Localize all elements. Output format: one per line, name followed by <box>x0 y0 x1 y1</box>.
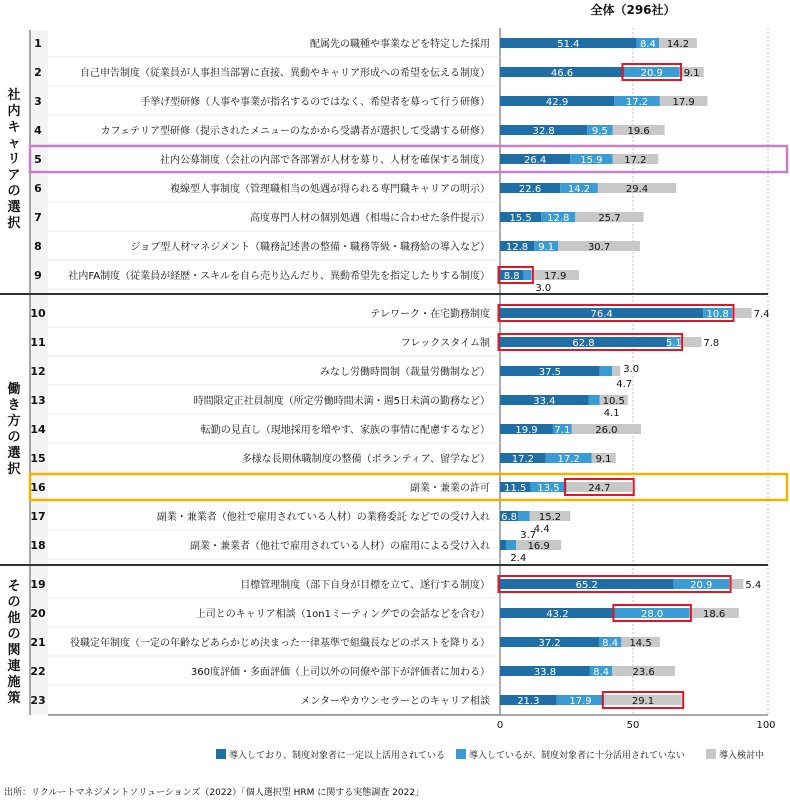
row-label: 転勤の見直し（現地採用を増やす、家族の事情に配慮するなど） <box>200 425 490 436</box>
data-label: 33.8 <box>533 667 557 678</box>
row-label: メンターやカウンセラーとのキャリア相談 <box>300 696 490 707</box>
data-label: 8.4 <box>602 638 619 649</box>
data-label: 12.8 <box>505 242 529 253</box>
row-number: 20 <box>30 607 46 620</box>
data-label: 46.6 <box>550 68 574 79</box>
data-label: 14.5 <box>629 638 652 649</box>
data-label: 25.7 <box>598 213 621 224</box>
legend-label: 導入検討中 <box>719 751 765 761</box>
source-note: 出所：リクルートマネジメントソリューションズ（2022）「個人選択型 HRM に関する実態調査 2022」 <box>4 788 425 798</box>
data-label: 7.4 <box>753 309 770 320</box>
data-label: 15.2 <box>538 512 562 523</box>
data-label: 17.2 <box>625 97 649 108</box>
row-number: 3 <box>34 95 42 108</box>
data-label: 4.4 <box>533 524 550 535</box>
data-label: 17.2 <box>511 454 535 465</box>
data-label: 9.5 <box>591 126 608 137</box>
data-label: 17.9 <box>569 696 592 707</box>
row-label: 多様な長期休職制度の整備（ボランティア、留学など） <box>241 454 490 465</box>
row-number: 14 <box>30 423 46 436</box>
data-label: 5.1 <box>665 338 682 349</box>
row-number: 10 <box>30 307 46 320</box>
data-label: 8.4 <box>639 39 656 50</box>
bar-segment-1 <box>500 540 506 550</box>
legend-label: 導入しているが、制度対象者に十分活用されていない <box>469 751 686 761</box>
legend-label: 導入しており、制度対象者に一定以上活用されている <box>229 751 446 761</box>
row-number: 9 <box>34 269 42 282</box>
group-label: 社内キャリアの選択 <box>7 88 21 231</box>
data-label: 19.6 <box>627 126 650 137</box>
row-number: 8 <box>34 240 42 253</box>
row-label: 手挙げ型研修（人事や事業が指名するのではなく、希望者を募って行う研修） <box>140 97 490 108</box>
data-label: 11.5 <box>504 483 527 494</box>
bar-segment-2 <box>506 540 516 550</box>
data-label: 20.9 <box>690 580 713 591</box>
row-number: 2 <box>34 66 42 79</box>
bar-segment-2 <box>589 395 600 405</box>
data-label: 12.8 <box>547 213 570 224</box>
row-number: 12 <box>30 365 46 378</box>
row-label: 副業・兼業の許可 <box>410 483 490 494</box>
row-number: 13 <box>30 394 46 407</box>
data-label: 3.0 <box>623 364 640 375</box>
legend-swatch-2 <box>456 749 466 759</box>
row-label: ジョブ型人材マネジメント（職務記述書の整備・職務等級・職務給の導入など） <box>130 242 490 253</box>
data-label: 19.9 <box>515 425 538 436</box>
data-label: 5.4 <box>745 580 762 591</box>
row-number: 4 <box>34 124 42 137</box>
data-label: 37.2 <box>538 638 561 649</box>
row-number: 5 <box>34 153 42 166</box>
data-label: 29.1 <box>631 696 655 707</box>
row-label: 役職定年制度（一定の年齢などあらかじめ決まった一律基準で組織長などのポストを降りる） <box>70 638 490 649</box>
data-label: 33.4 <box>533 396 556 407</box>
data-label: 62.8 <box>572 338 595 349</box>
data-label: 26.0 <box>595 425 618 436</box>
data-label: 24.7 <box>588 483 611 494</box>
data-label: 32.8 <box>532 126 555 137</box>
row-label: 上司とのキャリア相談（1on1ミーティングでの会話などを含む） <box>195 609 490 620</box>
row-label: 自己申告制度（従業員が人事担当部署に直接、異動やキャリア形成への希望を伝える制度） <box>80 68 490 79</box>
data-label: 4.1 <box>603 408 620 419</box>
x-tick-label: 0 <box>496 720 504 731</box>
data-label: 16.9 <box>527 541 550 552</box>
data-label: 9.1 <box>595 454 612 465</box>
data-label: 21.3 <box>517 696 540 707</box>
data-label: 14.2 <box>567 184 591 195</box>
legend-swatch-1 <box>216 749 226 759</box>
row-label: カフェテリア型研修（提示されたメニューのなかから受講者が選択して受講する研修） <box>100 126 490 137</box>
row-label: 時間限定正社員制度（所定労働時間未満・週5日未満の勤務など） <box>193 396 490 407</box>
data-label: 9.1 <box>538 242 555 253</box>
data-label: 15.5 <box>509 213 532 224</box>
data-label: 29.4 <box>625 184 649 195</box>
data-label: 30.7 <box>587 242 611 253</box>
row-number: 7 <box>34 211 42 224</box>
data-label: 22.6 <box>518 184 542 195</box>
legend <box>216 749 764 761</box>
bar-segment-3 <box>612 366 620 376</box>
data-label: 7.1 <box>554 425 571 436</box>
data-label: 17.9 <box>672 97 695 108</box>
data-label: 43.2 <box>546 609 569 620</box>
row-label: 高度専門人材の個別処遇（相場に合わせた条件提示） <box>250 213 490 224</box>
data-label: 28.0 <box>641 609 664 620</box>
row-label: みなし労働時間制（裁量労働制など） <box>320 367 490 378</box>
data-label: 13.5 <box>537 483 560 494</box>
data-label: 37.5 <box>538 367 562 378</box>
data-label: 42.9 <box>545 97 569 108</box>
row-label: 配属先の職種や事業などを特定した採用 <box>310 39 490 50</box>
data-label: 7.8 <box>703 338 720 349</box>
group-label: 働き方の選択 <box>7 382 21 477</box>
data-label: 17.2 <box>624 155 647 166</box>
group-label: その他の関連施策 <box>7 579 21 706</box>
bar-segment-2 <box>600 366 613 376</box>
x-tick-label: 50 <box>626 720 640 731</box>
row-label: 社内FA制度（従業員が経歴・スキルを自ら売り込んだり、異動希望先を指定したりする制度） <box>68 271 490 282</box>
legend-swatch-3 <box>706 749 716 759</box>
row-number: 23 <box>30 694 46 707</box>
data-label: 8.8 <box>503 271 520 282</box>
row-label: 副業・兼業者（他社で雇用されている人材）の業務委託 などでの受け入れ <box>156 512 490 523</box>
bar-row <box>500 64 704 80</box>
data-label: 4.7 <box>616 379 633 390</box>
bar-segment-3 <box>732 308 752 318</box>
row-number: 11 <box>30 336 46 349</box>
data-label: 18.6 <box>702 609 726 620</box>
row-label: 社内公募制度（会社の内部で各部署が人材を募り、人材を確保する制度） <box>160 155 490 166</box>
data-label: 3.7 <box>520 530 537 541</box>
data-label: 23.6 <box>632 667 655 678</box>
row-number: 1 <box>34 37 42 50</box>
data-label: 26.4 <box>523 155 547 166</box>
row-label: 360度評価・多面評価（上司以外の同僚や部下が評価者に加わる） <box>190 667 490 678</box>
data-label: 76.4 <box>590 309 613 320</box>
row-number: 21 <box>30 636 46 649</box>
data-label: 17.9 <box>544 271 567 282</box>
row-number: 6 <box>34 182 42 195</box>
row-label: 目標管理制度（部下自身が目標を立て、遂行する制度） <box>240 580 490 591</box>
bar-segment-2 <box>523 270 531 280</box>
data-label: 2.4 <box>510 553 527 564</box>
row-label: 副業・兼業者（他社で雇用されている人材）の雇用による受け入れ <box>190 541 490 552</box>
data-label: 10.5 <box>602 396 625 407</box>
data-label: 15.9 <box>580 155 603 166</box>
data-label: 3.0 <box>535 283 552 294</box>
x-tick-label: 100 <box>756 720 776 731</box>
bar-segment-2 <box>518 511 530 521</box>
row-label: 複線型人事制度（管理職相当の処遇が得られる専門職キャリアの明示） <box>170 184 490 195</box>
data-label: 10.8 <box>706 309 729 320</box>
chart-title: 全体（296社） <box>590 3 676 17</box>
row-number: 18 <box>30 539 46 552</box>
data-label: 20.9 <box>640 68 663 79</box>
row-number: 19 <box>30 578 46 591</box>
data-label: 14.2 <box>666 39 690 50</box>
row-number: 16 <box>30 481 46 494</box>
data-label: 17.2 <box>557 454 580 465</box>
bar-segment-3 <box>681 337 702 347</box>
data-label: 65.2 <box>575 580 598 591</box>
data-label: 6.8 <box>501 512 517 523</box>
row-label: テレワーク・在宅勤務制度 <box>370 309 490 320</box>
data-label: 8.4 <box>593 667 610 678</box>
data-label: 9.1 <box>683 68 700 79</box>
row-number: 22 <box>30 665 46 678</box>
row-number: 15 <box>30 452 46 465</box>
data-label: 51.4 <box>557 39 580 50</box>
row-label: フレックスタイム制 <box>400 338 490 349</box>
row-number: 17 <box>30 510 46 523</box>
